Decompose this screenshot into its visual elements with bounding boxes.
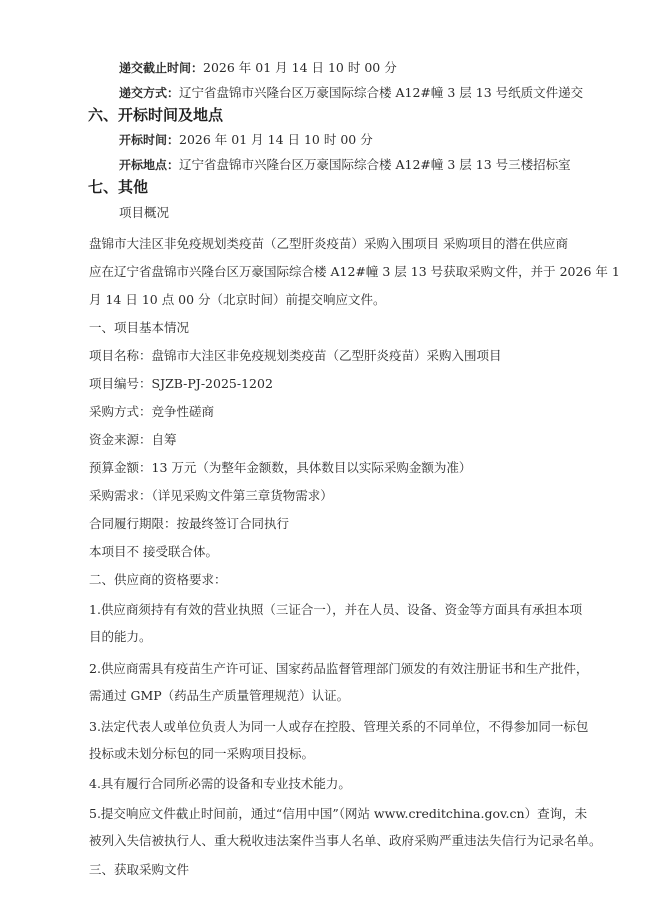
basic-info-row: 合同履行期限：按最终签订合同执行 <box>89 516 290 531</box>
opening-place-label: 开标地点： <box>119 158 180 172</box>
section6-heading: 六、开标时间及地点 <box>88 106 224 124</box>
qualification-item-line: 被列入失信被执行人、重大税收违法案件当事人名单、政府采购严重违法失信行为记录名单。 <box>89 833 602 848</box>
opening-time-line <box>119 131 373 149</box>
qualification-item-line: 目的能力。 <box>89 629 152 644</box>
qualification-item-line: 1.供应商须持有有效的营业执照（三证合一），并在人员、设备、资金等方面具有承担本项 <box>89 602 583 617</box>
basic-info-row: 资金来源：自筹 <box>89 432 177 447</box>
section3-heading: 三、获取采购文件 <box>89 862 190 877</box>
basic-info-row: 项目编号：SJZB-PJ-2025-1202 <box>89 376 273 391</box>
qualification-item-line: 投标或未划分标包的同一采购项目投标。 <box>89 746 315 761</box>
submission-method-value: 辽宁省盘锦市兴隆台区万豪国际综合楼 A12#幢 3 层 13 号纸质文件递交 <box>179 85 584 100</box>
basic-info-row: 本项目不 接受联合体。 <box>89 544 218 559</box>
qualification-item-line: 2.供应商需具有疫苗生产许可证、国家药品监督管理部门颁发的有效注册证书和生产批件， <box>89 661 589 676</box>
basic-info-row: 项目名称：盘锦市大洼区非免疫规划类疫苗（乙型肝炎疫苗）采购入围项目 <box>89 348 502 363</box>
submission-method-label: 递交方式： <box>119 86 180 100</box>
submission-method-line <box>119 84 583 102</box>
qualification-heading: 二、供应商的资格要求： <box>89 572 227 587</box>
basic-info-row: 采购需求：（详见采购文件第三章货物需求） <box>89 488 333 503</box>
overview-line: 盘锦市大洼区非免疫规划类疫苗（乙型肝炎疫苗）采购入围项目 采购项目的潜在供应商 <box>89 236 568 251</box>
opening-time-value: 2026 年 01 月 14 日 10 时 00 分 <box>179 132 373 147</box>
overview-title: 项目概况 <box>119 205 170 220</box>
submission-deadline-value: 2026 年 01 月 14 日 10 时 00 分 <box>203 60 397 75</box>
qualification-item-line: 需通过 GMP（药品生产质量管理规范）认证。 <box>89 688 350 703</box>
submission-deadline-label: 递交截止时间： <box>119 61 204 75</box>
qualification-item-line: 4.具有履行合同所必需的设备和专业技术能力。 <box>89 776 351 791</box>
section7-heading: 七、其他 <box>88 178 149 196</box>
overview-line: 月 14 日 10 点 00 分（北京时间）前提交响应文件。 <box>89 292 386 307</box>
opening-place-value: 辽宁省盘锦市兴隆台区万豪国际综合楼 A12#幢 3 层 13 号三楼招标室 <box>179 157 571 172</box>
basic-info-heading: 一、项目基本情况 <box>89 320 190 335</box>
basic-info-row: 预算金额：13 万元（为整年金额数，具体数目以实际采购金额为准） <box>89 460 472 475</box>
opening-time-label: 开标时间： <box>119 133 180 147</box>
submission-deadline-line <box>119 59 397 77</box>
basic-info-row: 采购方式：竞争性磋商 <box>89 404 215 419</box>
qualification-item-line: 3.法定代表人或单位负责人为同一人或存在控股、管理关系的不同单位，不得参加同一标包 <box>89 719 589 734</box>
overview-line: 应在辽宁省盘锦市兴隆台区万豪国际综合楼 A12#幢 3 层 13 号获取采购文件，并于 2026 年 1 <box>89 264 620 279</box>
qualification-item-line: 5.提交响应文件截止时间前，通过“信用中国”（网站 www.creditchina.gov.cn）查询，未 <box>89 806 588 821</box>
opening-place-line <box>119 156 571 174</box>
